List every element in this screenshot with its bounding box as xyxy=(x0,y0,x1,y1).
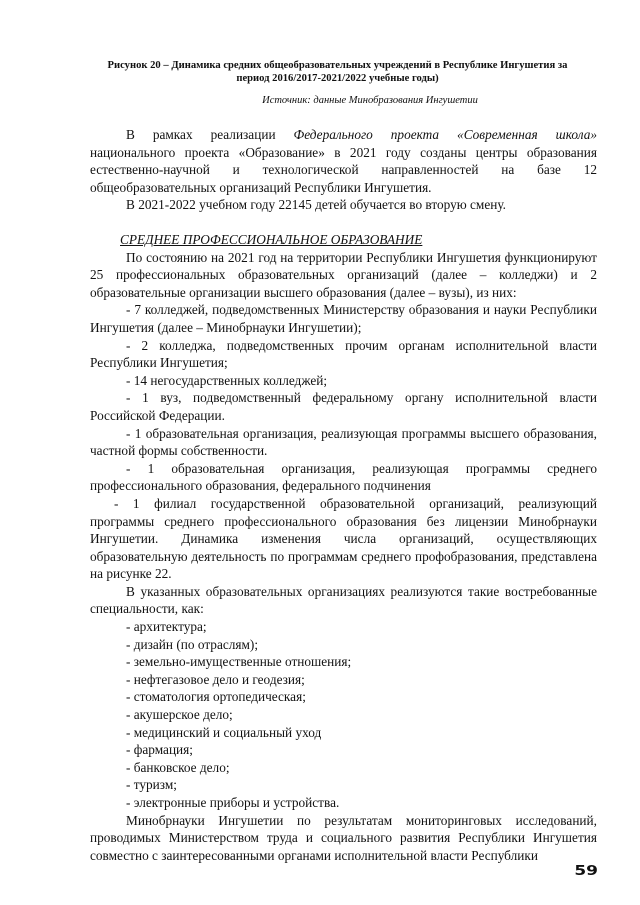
list-item: - банковское дело; xyxy=(126,759,230,775)
intro-paragraph-1 xyxy=(90,126,597,196)
list-item: - архитектура; xyxy=(126,619,207,635)
list-item: - стоматология ортопедическая; xyxy=(126,689,306,705)
list-item: - 14 негосударственных колледжей; xyxy=(126,372,328,388)
intro-text-end: национального проекта «Образование» в 2021 году созданы центры образования естественно-научной и технологической направленностей на базе 12 общеобразовательных организаций Республики Ингушетия. xyxy=(90,144,597,195)
list-item: - земельно-имущественные отношения; xyxy=(126,654,352,670)
caption-line-2: период 2016/2017-2021/2022 учебные годы) xyxy=(236,73,439,84)
section-paragraph-3: Минобрнауки Ингушетии по результатам мониторинговых исследований, проводимых Министерством труда и социального развития Республики Ингушетия совместно с заинтересованными органами исполнительной власти Республики xyxy=(90,812,597,863)
caption-line-1: Рисунок 20 – Динамика средних общеобразовательных учреждений в Республике Ингушетия за xyxy=(107,60,568,71)
list-item: - электронные приборы и устройства. xyxy=(126,795,340,810)
list-item: - медицинский и социальный уход xyxy=(126,724,322,740)
figure-source: Источник: данные Минобразования Ингушетии xyxy=(262,95,478,106)
list-item: - 1 вуз, подведомственный федеральному органу исполнительной власти Российской Федерации. xyxy=(90,390,597,423)
specialties-list xyxy=(90,618,597,812)
intro-block xyxy=(90,126,597,214)
list-item: - дизайн (по отраслям); xyxy=(126,636,259,652)
list-item: - акушерское дело; xyxy=(126,707,233,723)
list-item: - нефтегазовое дело и геодезия; xyxy=(126,671,305,687)
intro-text-start: В рамках реализации xyxy=(126,127,294,142)
list-item: - 1 образовательная организация, реализующая программы высшего образования, частной формы собственности. xyxy=(90,425,597,459)
intro-emphasis: Федерального проекта «Современная школа» xyxy=(293,127,597,142)
intro-paragraph-2: В 2021-2022 учебном году 22145 детей обучается во вторую смену. xyxy=(126,197,507,213)
section-block xyxy=(90,231,597,864)
list-item: - фармация; xyxy=(126,742,193,758)
list-item: - 2 колледжа, подведомственных прочим органам исполнительной власти Республики Ингушетия; xyxy=(90,337,597,371)
filial-paragraph: - 1 филиал государственной образовательной организаций, реализующий программы среднего профессионального образования без лицензии Минобрнауки Ингушетии. Динамика изменения числа организаций, осуществляющих образовательную деятельность по программам среднего профобразования, представлена на рисунке 22. xyxy=(90,495,597,582)
section-paragraph-2: В указанных образовательных организациях реализуются такие востребованные специальности, как: xyxy=(90,583,597,617)
section-paragraph-1: По состоянию на 2021 год на территории Республики Ингушетия функционируют 25 профессиональных образовательных организаций (далее – колледжи) и 2 образовательные организации высшего образования (далее – вузы), из них: xyxy=(90,249,597,300)
section-heading: СРЕДНЕЕ ПРОФЕССИОНАЛЬНОЕ ОБРАЗОВАНИЕ xyxy=(120,232,423,247)
page-number: 59 xyxy=(574,863,598,879)
list-item: - туризм; xyxy=(126,777,177,793)
list-item: - 7 колледжей, подведомственных Министерству образования и науки Республики Ингушетия (далее – Минобрнауки Ингушетии); xyxy=(90,302,597,335)
list-item: - 1 образовательная организация, реализующая программы среднего профессионального образования, федерального подчинения xyxy=(90,460,597,494)
figure-caption xyxy=(90,59,585,85)
